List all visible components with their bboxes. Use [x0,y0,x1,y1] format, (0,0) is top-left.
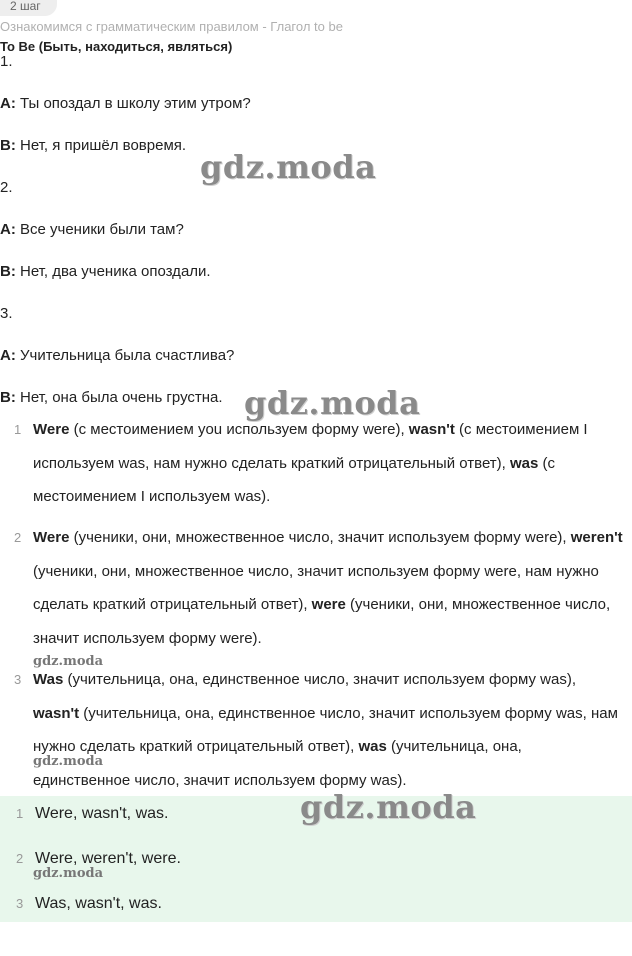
explanation-part: (с местоимением I используем was, нам нужно сделать краткий отрицательный ответ), [33,421,588,472]
speaker-label: A: [0,221,16,238]
speaker-label: A: [0,95,16,112]
dialog-line [0,94,251,114]
dialog-text: Учительница была счастлива? [15,347,235,364]
dialog-text: Ты опоздал в школу этим утром? [15,95,251,112]
intro-line [0,19,420,34]
explanation-text [33,663,623,797]
speaker-label: B: [0,389,16,406]
dialog-number-3: 3. [0,305,13,322]
dialog-number-1: 1. [0,53,13,70]
dialog-number-2: 2. [0,179,13,196]
answer-number: 3 [16,896,24,911]
explanation-part: (ученики, они, множественное число, значит используем форму were, нам нужно сделать краткий отрицательный ответ), [33,562,599,613]
intro-text: Ознакомимся с грамматическим правилом - Глагол to be [0,19,343,34]
speaker-label: B: [0,137,16,154]
answer-text: Were, weren't, were. [35,850,181,867]
dialog-text: Нет, я пришёл вовремя. [15,137,187,154]
answer-text: Were, wasn't, was. [35,805,169,822]
watermark-logo-small: gdz.moda [33,754,104,769]
watermark-logo: gdz.moda [300,788,477,826]
dialog-line [0,346,234,366]
item-number: 1 [14,422,22,437]
watermark-logo: gdz.moda [244,384,421,422]
explanation-text [33,413,623,514]
answer-text: Was, wasn't, was. [35,895,162,912]
dialog-text: Все ученики были там? [15,221,184,238]
dialog-text: Нет, два ученика опоздали. [15,263,211,280]
explanation-text [33,521,623,655]
answer-word: Were [33,529,70,546]
answer-word: was [358,738,387,755]
watermark-logo-small: gdz.moda [33,654,104,669]
watermark-logo-small: gdz.moda [33,866,104,881]
explanation-part: (с местоимением I используем was). [33,454,556,505]
explanation-part: (учительница, она, единственное число, значит используем форму was). [33,738,522,789]
answer-word: weren't [570,529,623,546]
answer-row-3 [0,889,632,919]
explanation-part: (учительница, она, единственное число, значит используем форму was), [63,671,577,688]
answer-number: 1 [16,806,24,821]
answer-word: Were [33,421,70,438]
section-title-text: To Be (Быть, находиться, являться) [0,39,233,54]
answer-word: Was [33,671,64,688]
watermark-logo: gdz.moda [200,148,377,186]
answer-word: wasn't [408,421,455,438]
explanation-part: (ученики, они, множественное число, значит используем форму were), [69,529,571,546]
dialog-text: Нет, она была очень грустна. [15,389,223,406]
answer-word: was [510,454,539,472]
answer-word: wasn't [33,704,80,722]
dialog-line [0,262,211,282]
section-title [0,38,280,54]
dialog-line [0,388,223,408]
item-number: 2 [14,530,22,545]
answer-number: 2 [16,851,24,866]
dialog-line [0,220,184,240]
dialog-line [0,136,186,156]
speaker-label: A: [0,347,16,364]
answer-word: were [311,596,346,613]
explanation-part: (ученики, они, множественное число, значит используем форму were). [33,596,611,647]
explanation-part: (учительница, она, единственное число, значит используем форму was, нам нужно сделать краткий отрицательный ответ), [33,704,618,755]
step-badge: 2 шаг [0,0,57,16]
item-number: 3 [14,672,22,687]
explanation-part: (с местоимением you используем форму were), [69,421,409,438]
speaker-label: B: [0,263,16,280]
